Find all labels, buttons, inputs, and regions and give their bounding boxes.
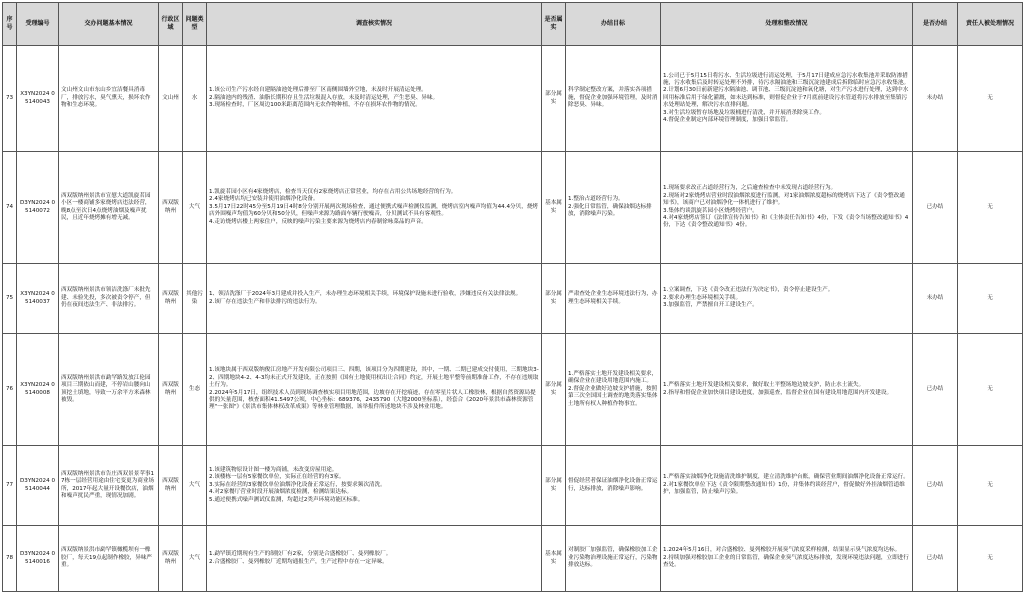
cell-paragraph: 3.对生活垃圾暂存场地及垃圾桶进行清洗，并开展消杀除臭工作。 [663, 109, 825, 116]
cell-no: 76 [3, 334, 17, 446]
cell-done: 已办结 [913, 152, 958, 264]
cell-paragraph: 1.勐罕镇近期现有生产的制胶厂有2家，分别是合盛橡胶厂、曼列橡胶厂。 [209, 551, 392, 558]
cell-paragraph: 2.计划6月30日前新建污水隔油池、调节池、三级沉淀池和氧化塘，对生产污水进行处理，达到中水回用标准后用于绿化灌溉，如未达到标准，则督促企业于7月底前建设污水管道将污水排放至集镇污水处理站处理，解决污水直排问题。 [663, 87, 909, 109]
cell-goal [566, 526, 661, 592]
cell-truth: 部分属实 [542, 446, 566, 526]
col-header-resp: 责任人被处理情况 [958, 3, 1023, 46]
col-header-no: 序号 [3, 3, 17, 46]
cell-id: X3YN2024 05140043 [17, 46, 59, 152]
table-row [3, 526, 1023, 592]
cell-type: 大气 [183, 152, 207, 264]
cell-goal [566, 334, 661, 446]
cell-paragraph: 2.督促企业做好边坡支护措施，按照第三次全国国土调查的地类落实集体土地所有权人种植作物事宜。 [568, 385, 658, 407]
cell-id: D3YN2024 05140016 [17, 526, 59, 592]
cell-resp: 无 [958, 446, 1023, 526]
cell-truth: 部分属实 [542, 334, 566, 446]
cell-paragraph: 3.加强监管，严禁擅自开工建设生产。 [663, 302, 758, 309]
cell-paragraph: 2.现场对2家烧烤店营业时段油烟浓度进行监测，对1家油烟浓度超标的烧烤店下达了《责令整改通知书》，该商户已对油烟净化一体机进行了维护。 [663, 192, 905, 207]
cell-handling [661, 446, 913, 526]
cell-done: 未办结 [913, 264, 958, 334]
cell-goal [566, 446, 661, 526]
col-header-handling: 处理和整改情况 [661, 3, 913, 46]
cell-paragraph: 1.公司已于5月15日将污水、生活垃圾进行清运处理，于5月17日建成应急污水收集池并采取防渗措施，污水收集后及时转运处理不外排，待污水隔油池和三级沉淀池建成后拆除临时应急污水收集池。 [663, 72, 910, 87]
cell-done: 已办结 [913, 334, 958, 446]
cell-resp: 无 [958, 334, 1023, 446]
cell-handling [661, 526, 913, 592]
cell-id: D3YN2024 05140072 [17, 152, 59, 264]
cell-paragraph: 1.立案调查，下达《责令改正违法行为决定书》，责令停止建设生产。 [663, 287, 834, 294]
cell-paragraph: 对制胶厂加强监管，确保橡胶加工企业污染物治理设施正常运行，污染物排放达标。 [568, 547, 658, 569]
cell-paragraph: 1、领洁洗涤厂于2024年3月建成并投入生产，未办理生态环境相关手续，环境保护设施未进行验收，涉嫌违反有关法律法规。 [209, 291, 522, 298]
cell-survey [207, 526, 542, 592]
cell-paragraph: 1.严格落实土地开发建设相关要求，做好取土平整场地边坡支护，防止水土流失。 [663, 382, 865, 389]
cell-paragraph: 2.4家烧烤店均已安装并使用油烟净化设备。 [209, 196, 319, 203]
table-header-row [3, 3, 1023, 46]
cell-paragraph: 2.持续加强对橡胶加工企业的日常监管，确保企业臭气浓度达标排放，发现环境违法问题，立即进行查处。 [663, 554, 909, 569]
cell-region: 西双版纳州 [159, 526, 183, 592]
cell-done: 已办结 [913, 526, 958, 592]
cell-no: 78 [3, 526, 17, 592]
cell-truth: 部分属实 [542, 46, 566, 152]
cell-survey [207, 46, 542, 152]
cell-no: 74 [3, 152, 17, 264]
cell-issue: 西双版纳州景洪市领洁洗涤厂未批先建、未验先投，多次被责令停产，但仍在夜间违法生产、非法排污。 [59, 264, 159, 334]
table-row [3, 446, 1023, 526]
col-header-goal: 办结目标 [566, 3, 661, 46]
cell-survey [207, 334, 542, 446]
cell-survey [207, 446, 542, 526]
cell-paragraph: 1.该建筑物原设计图一楼为商铺，未改变房屋用途。 [209, 467, 338, 474]
cell-done: 未办结 [913, 46, 958, 152]
cell-issue: 西双版纳州景洪市告庄西双景景苹事17栋一层经营用途由住宅变更为商业场所，2017年起大量开设餐饮店，油烟和噪声扰民严重，现情况加剧。 [59, 446, 159, 526]
cell-paragraph: 科学制定整改方案，并落实各项措施，督促企业加强环境管理，及时消除恶臭、异味。 [568, 87, 658, 109]
cell-paragraph: 严肃查处企业生态环境违法行为，办理生态环境相关手续。 [568, 291, 658, 305]
cell-id: D3YN2024 05140044 [17, 446, 59, 526]
cell-no: 73 [3, 46, 17, 152]
cell-paragraph: 1.凯旋茗园小区有4家烧烤店，检查当天仅有2家烧烤店正常营业，均存在占用公共场地经营的行为。 [209, 189, 457, 196]
cell-paragraph: 2.指导和督促企业加快项目建设进度，加强巡查，监督企业在国有建设用地范围内开发建设。 [663, 389, 893, 396]
cell-handling [661, 46, 913, 152]
cell-no: 75 [3, 264, 17, 334]
cell-resp: 无 [958, 526, 1023, 592]
cell-handling [661, 264, 913, 334]
cell-paragraph: 4.对2家餐厅营业时段开展油烟浓度检测，检测结果达标。 [209, 489, 353, 496]
cell-region: 西双版纳州 [159, 334, 183, 446]
cell-issue: 西双版纳州景洪市勐罕路发放江伦园项目三期依山而建，不停岩山腰向山顶挖土填地，导致一万余平方米森林被毁。 [59, 334, 159, 446]
cell-type: 其他污染 [183, 264, 207, 334]
cell-type: 大气 [183, 526, 207, 592]
cell-truth: 部分属实 [542, 264, 566, 334]
cell-region: 西双版纳州 [159, 152, 183, 264]
cell-paragraph: 2.强化日常监管，确保油烟达标排放，消除噪声污染。 [568, 203, 652, 218]
cell-paragraph: 2.对1家餐饮单位下达《责令限期整改通知书》1份，并集体约谈经营户，督促做好外挂油烟管道维护，加强监管，防止噪声污染。 [663, 481, 905, 496]
cell-paragraph: 2.隔油池内的残渣、油脂长期积存且生活垃圾混入存放，未及时清运处理，产生恶臭、异味。 [209, 94, 439, 101]
cell-issue: 西双版纳州景洪市宣慰大道凯旋茗园小区一楼商铺多家烧烤店违法经营，晚8点至次日4点烧烤油烟及噪声扰民，且近年烧烤摊有增无减。 [59, 152, 159, 264]
cell-goal [566, 264, 661, 334]
cell-goal [566, 46, 661, 152]
complaint-table [2, 2, 1023, 592]
col-header-truth: 是否属实 [542, 3, 566, 46]
cell-paragraph: 3.实际在经营的3家餐饮单位油烟净化设备正常运行，按要求频次清洗。 [209, 481, 386, 488]
cell-paragraph: 1.2024年5月16日，对合盛橡胶、曼列橡胶开展臭气浓度采样检测，结果显示臭气浓度均达标。 [663, 547, 901, 554]
cell-id: X3YN2024 05140008 [17, 334, 59, 446]
cell-paragraph: 督促经营者保证油烟净化设备正常运行，达标排放，消除噪声影响。 [568, 478, 658, 492]
cell-region: 文山州 [159, 46, 183, 152]
cell-paragraph: 4.走访烧烤店楼上两家住户，反映的噪声污染主要来源为烧烤店内春制徐咏菜品的声音。 [209, 218, 427, 225]
cell-type: 生态 [183, 334, 207, 446]
cell-id: X3YN2024 05140037 [17, 264, 59, 334]
cell-no: 77 [3, 446, 17, 526]
cell-truth: 基本属实 [542, 526, 566, 592]
table-row [3, 46, 1023, 152]
cell-paragraph: 1.该地块属于西双版纳俊江房地产开发有限公司项目三、四期，该项目分为四期建设，其中，一期、二期已建成交付使用，三期地块3-2、四期地块4-2、4-3均未正式开发建设，正在按照《国有土地使用权出让合同》约定，开展土地平整等前期准备工作，不存在违规取土行为。 [209, 367, 539, 389]
cell-survey [207, 152, 542, 264]
cell-issue: 文山州文山市东山乡宜洁餐具消毒厂，排放污水，臭气熏天，损坏农作物和生态环境。 [59, 46, 159, 152]
cell-resp: 无 [958, 264, 1023, 334]
cell-paragraph: 2.要求办理生态环境相关手续。 [663, 294, 742, 301]
cell-type: 大气 [183, 446, 207, 526]
cell-type: 水 [183, 46, 207, 152]
cell-paragraph: 1.整治占道经营行为。 [568, 196, 624, 203]
cell-paragraph: 1.现场要求改正占道经营行为，之后逾查检查中未发现占道经营行为。 [663, 185, 837, 192]
cell-paragraph: 4.督促企业制定内部环境管理制度，加强日常监管。 [663, 116, 792, 123]
cell-paragraph: 5.通过便携式噪声测试仪监测，均超过2类声环境功能区标准。 [209, 496, 364, 503]
col-header-id: 受理编号 [17, 3, 59, 46]
col-header-issue: 交办问题基本情况 [59, 3, 159, 46]
cell-region: 西双版纳州 [159, 446, 183, 526]
cell-survey [207, 264, 542, 334]
table-row [3, 152, 1023, 264]
table-row [3, 264, 1023, 334]
col-header-survey: 调查核实情况 [207, 3, 542, 46]
cell-truth: 基本属实 [542, 152, 566, 264]
cell-goal [566, 152, 661, 264]
cell-resp: 无 [958, 46, 1023, 152]
cell-handling [661, 334, 913, 446]
cell-issue: 西双版纳景洪市勐罕镇橄榄坝有一橡胶厂，每天19点起制作橡胶，异味严重。 [59, 526, 159, 592]
cell-handling [661, 152, 913, 264]
cell-paragraph: 1.严格落实土地开发建设相关要求，确保企业在建设用地范围内施工。 [568, 371, 658, 385]
cell-paragraph: 4.对4家烧烤店签订《法律宣传告知书》和《主体责任告知书》4份，下发《责令当场整改通知书》4份，下达《责令整改通知书》4份。 [663, 214, 909, 229]
cell-paragraph: 1.严格落实油烟净化设施清洗维护制度，建立清洗维护台账，确保营业期间油烟净化设备正常运行。 [663, 474, 909, 481]
cell-paragraph: 3.现场检查时，厂区周边100米距离范围内无农作物种植，不存在损坏农作物的情况。 [209, 102, 421, 109]
cell-done: 已办结 [913, 446, 958, 526]
cell-paragraph: 2.合盛橡胶厂、曼列橡胶厂近期均通报生产，生产过程中存在一定异味。 [209, 558, 388, 565]
col-header-type: 问题类型 [183, 3, 207, 46]
cell-paragraph: 1.该公司生产污水经自建隔油池处理后排至厂区南侧围墙外空地，未及时开展清运处理。 [209, 87, 427, 94]
col-header-done: 是否办结 [913, 3, 958, 46]
cell-paragraph: 2.该厂存在违法生产和非法排污的违法行为。 [209, 298, 321, 305]
cell-paragraph: 2.该楼栋一层有5家餐饮单位，实际正在经营的有3家。 [209, 474, 345, 481]
col-header-region: 行政区域 [159, 3, 183, 46]
cell-paragraph: 3.5月17日22时45分至5月19日4时8分分别开展两次现场检查，通过便携式噪声检测仪监测，烧烤店室内噪声均值为44.4分贝，烧烤店外围噪声均值为60分贝和50分贝，但噪声来源为路面车辆行驶噪音，分贝测试不具有客观性。 [209, 203, 539, 218]
cell-paragraph: 3.集体约谈凯旋茗园小区烧烤经营户。 [663, 207, 758, 214]
table-row [3, 334, 1023, 446]
cell-region: 西双版纳州 [159, 264, 183, 334]
cell-paragraph: 2.2024年5月17日，组织技术人员到现场调查核实项目用地范围，边坡存在开挖痕迹，存在零星片状人工橡胶林，根据自然资源局提供的矢量范围，核查面积41.5497公顷，中心坐标：689376，2435790（大地2000坐标系），经套合《2020年景洪市森林资源管理"一张图"》《景洪市集体林权改革成果》等林业管理数据，该举报件所述地块不涉及林业用地。 [209, 389, 536, 411]
cell-resp: 无 [958, 152, 1023, 264]
